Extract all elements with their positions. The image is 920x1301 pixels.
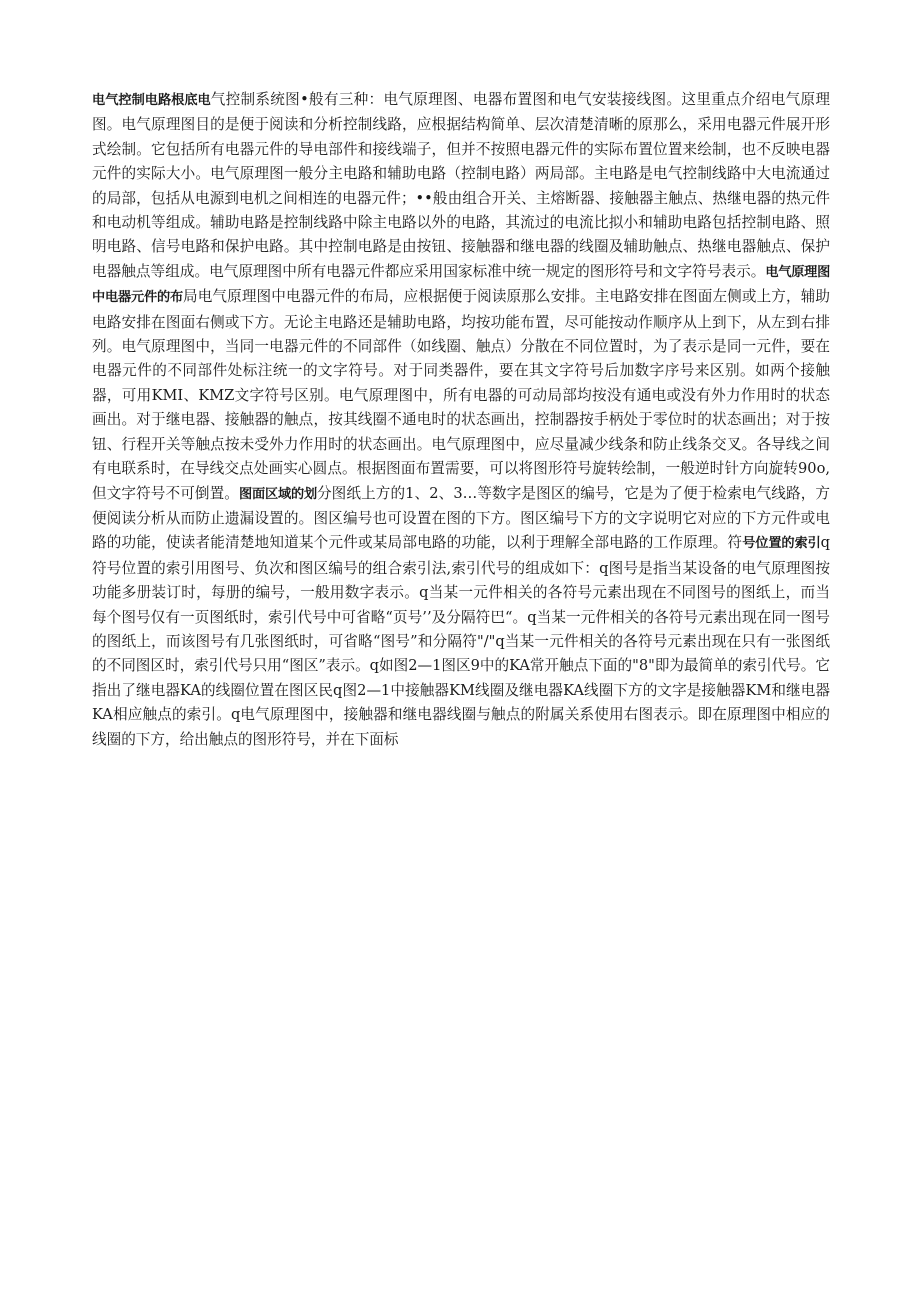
inline-heading-4: 号位置的索引	[742, 536, 821, 552]
body-text-2: 局电气原理图中电器元件的布局，应根据便于阅读原那么安排。主电路安排在图面左侧或上方，辅助电路安排在图面右侧或下方。无论主电路还是辅助电路，均按功能布置，尽可能按动作顺序从上到下，从左到右排列。电气原理图中，当同一电器元件的不同部件（如线圈、触点）分散在不同位置时，为了表示是同一元件，要在电器元件的不同部件处标注统一的文字符号。对于同类器件，要在其文字符号后加数字序号来区别。如两个接触器，可用KMI、KMZ文字符号区别。电气原理图中，所有电器的可动局部均按没有通电或没有外力作用时的状态画出。对于继电器、接触器的触点，按其线圈不通电时的状态画出，控制器按手柄处于零位时的状态画出；对于按钮、行程开关等触点按未受外力作用时的状态画出。电气原理图中，应尽量减少线条和防止线条交叉。各导线之间有电联系时，在导线交点处画实心圆点。根据图面布置需要，可以将图形符号旋转绘制，一般逆时针方向旋转90o,但文字符号不可倒置。	[92, 288, 830, 502]
body-text-3: 分图纸上方的1、2、3…等数字是图区的编号，它是为了便于检索电气线路，方便阅读分析从而防止遗漏设置的。图区编号也可设置在图的下方。图区编号下方的文字说明它对应的下方元件或电路的功能，使读者能清楚地知道某个元件或某局部电路的功能，以利于理解全部电路的工作原理。符	[92, 484, 831, 552]
document-paragraph	[92, 88, 830, 752]
body-text-4: q符号位置的索引用图号、负次和图区编号的组合索引法,索引代号的组成如下：q图号是指当某设备的电气原理图按功能多册装订时，每册的编号，一般用数字表示。q当某一元件相关的各符号元素出现在不同图号的图纸上，而当每个图号仅有一页图纸时，索引代号中可省略“页号’’及分隔符巴“。q当某一元件相关的各符号元素出现在同一图号的图纸上，而该图号有几张图纸时，可省略“图号”和分隔符"/"q当某一元件相关的各符号元素出现在只有一张图纸的不同图区时，索引代号只用“图区”表示。q如图2—1图区9中的KA常开触点下面的"8"即为最简单的索引代号。它指出了继电器KA的线圈位置在图区民q图2—1中接触器KM线圈及继电器KA线圈下方的文字是接触器KM和继电器KA相应触点的索引。q电气原理图中，接触器和继电器线圈与触点的附属关系使用右图表示。即在原理图中相应的线圈的下方，给出触点的图形符号，并在下面标	[92, 534, 830, 748]
inline-heading-3: 图面区域的划	[239, 486, 317, 502]
document-page	[92, 88, 830, 752]
inline-heading-2: 电气原理图中电器元件的布	[92, 264, 830, 306]
inline-heading-1: 电气控制电路根底电	[92, 93, 211, 108]
body-text-1: 气控制系统图•般有三种：电气原理图、电器布置图和电气安装接线图。这里重点介绍电气原理图。电气原理图目的是便于阅读和分析控制线路，应根据结构简单、层次清楚清晰的原那么，采用电器元件展开形式绘制。它包括所有电器元件的导电部件和接线端子，但并不按照电器元件的实际布置位置来绘制，也不反映电器元件的实际大小。电气原理图一般分主电路和辅助电路（控制电路）两局部。主电路是电气控制线路中大电流通过的局部，包括从电源到电机之间相连的电器元件；••般由组合开关、主熔断器、接触器主触点、热继电器的热元件和电动机等组成。辅助电路是控制线路中除主电路以外的电路，其流过的电流比拟小和辅助电路包括控制电路、照明电路、信号电路和保护电路。其中控制电路是由按钮、接触器和继电器的线圈及辅助触点、热继电器触点、保护电器触点等组成。电气原理图中所有电器元件都应采用国家标准中统一规定的图形符号和文字符号表示。	[92, 91, 830, 280]
